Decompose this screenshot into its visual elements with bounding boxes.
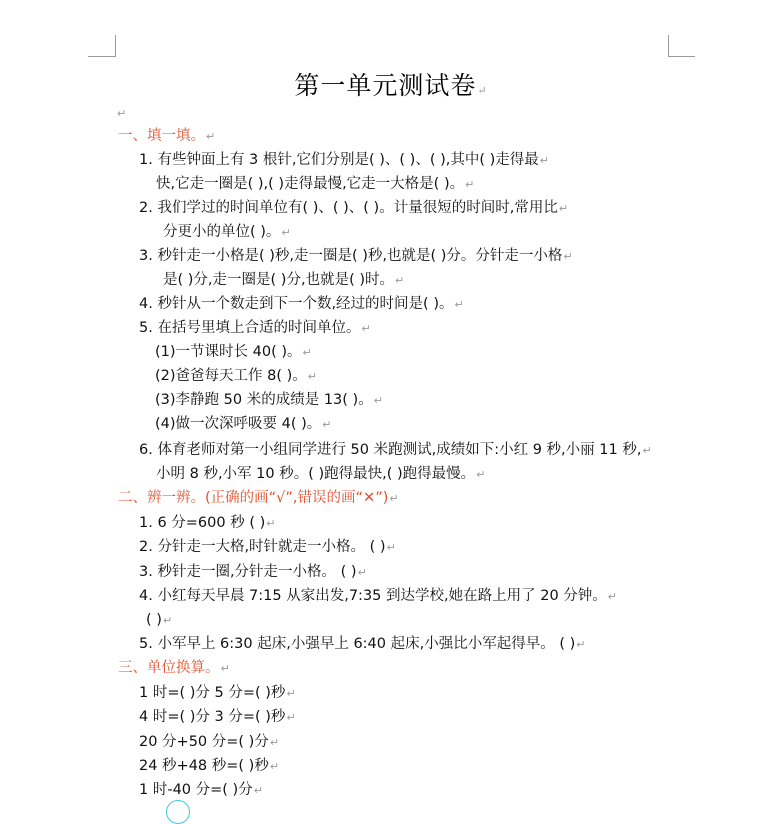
paragraph-mark-icon: ↵	[386, 541, 396, 554]
line-text: 2. 我们学过的时间单位有( )、( )、( )。计量很短的时间时,常用比	[139, 200, 558, 216]
line-text: 分更小的单位( )。	[163, 224, 281, 240]
paragraph-mark-icon: ↵	[206, 130, 216, 143]
line-text: 3. 秒针走一圈,分针走一小格。 ( )	[139, 564, 357, 580]
line-text: 三、单位换算。	[118, 660, 220, 676]
paragraph-mark-icon: ↵	[465, 178, 475, 191]
question-line	[139, 150, 549, 171]
page-corner-mark-top-left	[88, 35, 116, 57]
question-line	[155, 366, 317, 387]
paragraph-mark-icon: ↵	[558, 202, 569, 215]
line-text: 二、辨一辨。(正确的画“√”,错误的画“✕”)	[118, 490, 389, 506]
question-line	[139, 683, 296, 704]
line-text: 1 时=( )分 5 分=( )秒	[139, 685, 286, 701]
question-line	[139, 756, 279, 777]
line-text: 24 秒+48 秒=( )秒	[139, 758, 269, 774]
line-text: 1. 有些钟面上有 3 根针,它们分别是( )、( )、( ),其中( )走得最	[139, 152, 539, 168]
question-line	[146, 610, 172, 631]
section-heading	[118, 488, 399, 509]
paragraph-mark-icon: ↵	[281, 226, 291, 239]
line-text: 4. 秒针从一个数走到下一个数,经过的时间是( )。	[139, 296, 454, 312]
line-text: (3)李静跑 50 米的成绩是 13( )。	[155, 392, 373, 408]
question-line	[155, 390, 383, 411]
question-line	[163, 222, 291, 243]
question-line	[139, 513, 275, 534]
question-line	[139, 198, 568, 219]
question-line	[139, 440, 652, 461]
paragraph-mark-icon: ↵	[454, 298, 464, 311]
paragraph-mark-icon: ↵	[607, 590, 617, 603]
line-text: 是( )分,走一圈是( )分,也就是( )时。	[163, 272, 394, 288]
question-line	[139, 562, 367, 583]
paragraph-mark-icon: ↵	[286, 687, 296, 700]
line-text: 快,它走一圈是( ),( )走得最慢,它走一大格是( )。	[156, 176, 465, 192]
title-text: 第一单元测试卷	[294, 71, 477, 100]
question-line	[155, 414, 332, 435]
line-text: 5. 小军早上 6:30 起床,小强早上 6:40 起床,小强比小军起得早。 ( )	[139, 636, 576, 652]
question-line	[139, 707, 296, 728]
paragraph-mark-icon: ↵	[302, 346, 312, 359]
question-line	[139, 537, 396, 558]
line-text: 20 分+50 分=( )分	[139, 734, 269, 750]
paragraph-mark-icon: ↵	[357, 566, 367, 579]
paragraph-mark-icon: ↵	[373, 394, 383, 407]
line-text: ( )	[146, 612, 162, 628]
line-text: 小明 8 秒,小军 10 秒。( )跑得最快,( )跑得最慢。	[156, 466, 476, 482]
paragraph-mark-icon: ↵	[269, 760, 280, 773]
line-text: 4. 小红每天早晨 7:15 从家出发,7:35 到达学校,她在路上用了 20 分钟。	[139, 588, 607, 604]
question-line	[155, 342, 312, 363]
paragraph-mark-icon: ↵	[361, 322, 371, 335]
paragraph-mark-icon: ↵	[389, 492, 399, 505]
line-text: 6. 体育老师对第一小组同学进行 50 米跑测试,成绩如下:小红 9 秒,小丽 11 秒,	[139, 442, 642, 458]
line-text: 5. 在括号里填上合适的时间单位。	[139, 320, 361, 336]
document-title	[0, 66, 782, 102]
paragraph-mark-icon: ↵	[476, 468, 486, 481]
question-line	[139, 246, 573, 267]
line-text: 1 时-40 分=( )分	[139, 782, 253, 798]
section-heading	[118, 126, 215, 147]
question-line	[139, 586, 617, 607]
paragraph-mark-icon: ↵	[642, 444, 652, 457]
paragraph-mark-icon: ↵	[395, 274, 405, 287]
paragraph-mark-icon: ↵	[162, 614, 173, 627]
line-text: (1)一节课时长 40( )。	[155, 344, 302, 360]
paragraph-mark-icon: ↵	[563, 250, 573, 263]
section-heading	[118, 658, 230, 679]
question-line	[139, 634, 585, 655]
paragraph-mark-icon: ↵	[307, 370, 318, 383]
paragraph-mark-icon: ↵	[539, 154, 550, 167]
cursor-circle-icon	[166, 800, 190, 824]
line-text: 1. 6 分=600 秒 ( )	[139, 515, 266, 531]
line-text: (4)做一次深呼吸要 4( )。	[155, 416, 322, 432]
line-text: 3. 秒针走一小格是( )秒,走一圈是( )秒,也就是( )分。分针走一小格	[139, 248, 563, 264]
question-line	[139, 780, 263, 801]
paragraph-mark-icon: ↵	[576, 638, 586, 651]
paragraph-mark-icon: ↵	[253, 784, 263, 797]
line-text: (2)爸爸每天工作 8( )。	[155, 368, 307, 384]
line-text: 4 时=( )分 3 分=( )秒	[139, 709, 286, 725]
paragraph-mark-icon: ↵	[269, 736, 280, 749]
paragraph-mark-icon: ↵	[220, 662, 230, 675]
question-line	[156, 174, 474, 195]
question-line	[163, 270, 404, 291]
question-line	[139, 732, 279, 753]
paragraph-mark-icon: ↵	[322, 418, 332, 431]
question-line	[139, 318, 371, 339]
question-line	[139, 294, 464, 315]
paragraph-mark-icon: ↵	[477, 84, 488, 97]
line-text: 一、填一填。	[118, 128, 205, 144]
line-text: 2. 分针走一大格,时针就走一小格。 ( )	[139, 539, 386, 555]
page-corner-mark-top-right	[668, 35, 695, 57]
paragraph-mark-icon: ↵	[266, 517, 276, 530]
paragraph-mark-icon: ↵	[117, 107, 127, 120]
paragraph-mark-icon: ↵	[286, 711, 296, 724]
question-line	[156, 464, 485, 485]
